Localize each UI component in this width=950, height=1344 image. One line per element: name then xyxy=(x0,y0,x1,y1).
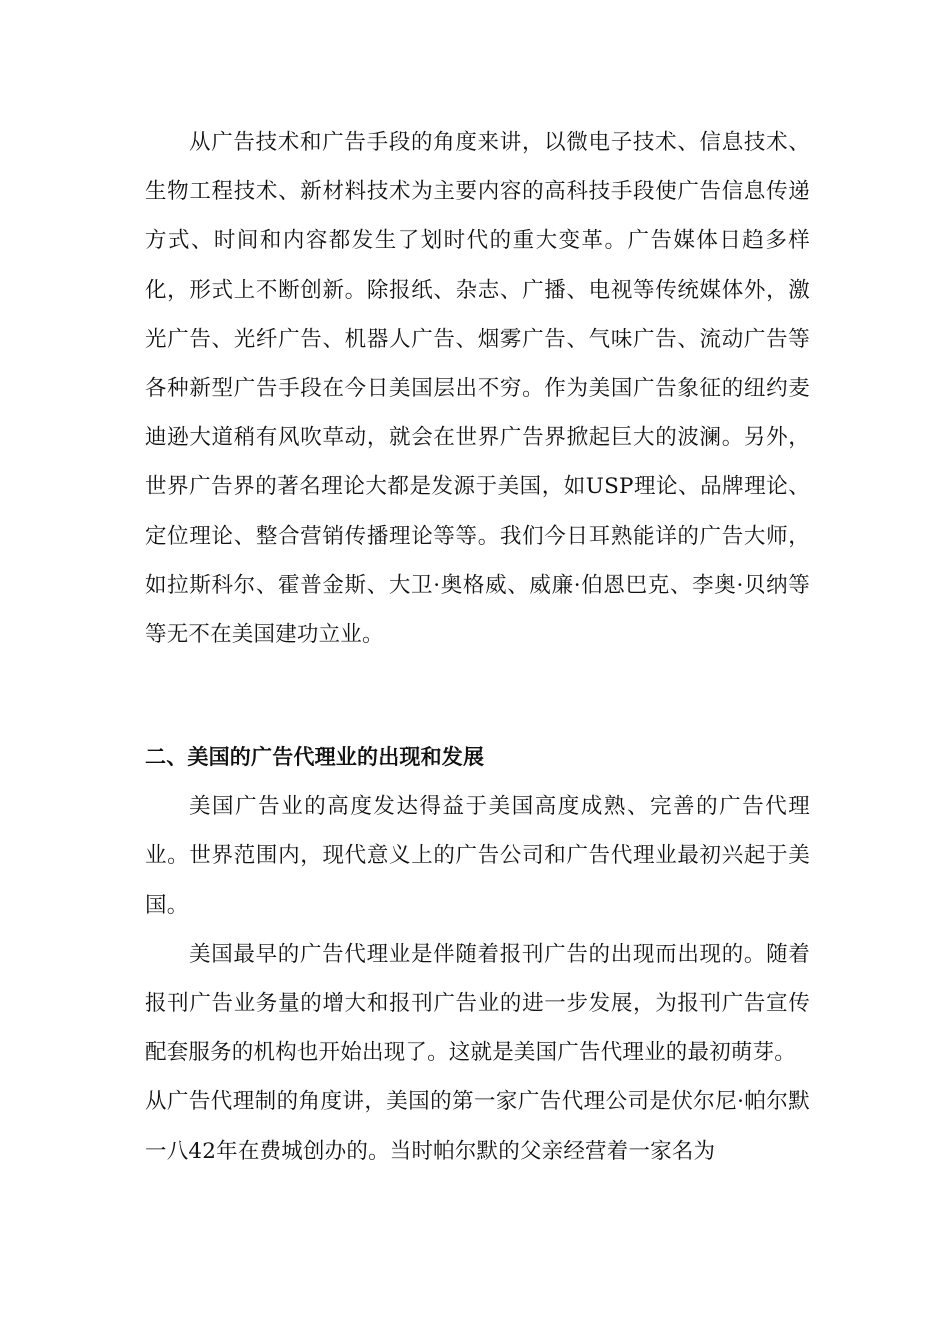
paragraph-agency-development: 美国广告业的高度发达得益于美国高度成熟、完善的广告代理业。世界范围内，现代意义上的广告公司和广告代理业最初兴起于美国。 xyxy=(145,794,810,918)
paragraph-advertising-technology: 从广告技术和广告手段的角度来讲，以微电子技术、信息技术、生物工程技术、新材料技术为主要内容的高科技手段使广告信息传递方式、时间和内容都发生了划时代的重大变革。广告媒体日趋多样化，形式上不断创新。除报纸、杂志、广播、电视等传统媒体外，激光广告、光纤广告、机器人广告、烟雾广告、气味广告、流动广告等各种新型广告手段在今日美国层出不穷。作为美国广告象征的纽约麦迪逊大道稍有风吹草动，就会在世界广告界掀起巨大的波澜。另外，世界广告界的著名理论大都是发源于美国，如USP理论、品牌理论、定位理论、整合营销传播理论等等。我们今日耳熟能详的广告大师，如拉斯科尔、霍普金斯、大卫·奥格威、威廉·伯恩巴克、李奥·贝纳等等无不在美国建功立业。 xyxy=(145,130,810,648)
section-heading: 二、美国的广告代理业的出现和发展 xyxy=(145,745,485,770)
paragraph-earliest-agency: 美国最早的广告代理业是伴随着报刊广告的出现而出现的。随着报刊广告业务量的增大和报刊广告业的进一步发展，为报刊广告宣传配套服务的机构也开始出现了。这就是美国广告代理业的最初萌芽。 xyxy=(145,941,810,1066)
section-spacer xyxy=(145,659,810,733)
paragraph-first-agency-company: 从广告代理制的角度讲，美国的第一家广告代理公司是伏尔尼·帕尔默一八42年在费城创办的。当时帕尔默的父亲经营着一家名为 xyxy=(145,1089,810,1164)
document-body xyxy=(145,118,810,1176)
